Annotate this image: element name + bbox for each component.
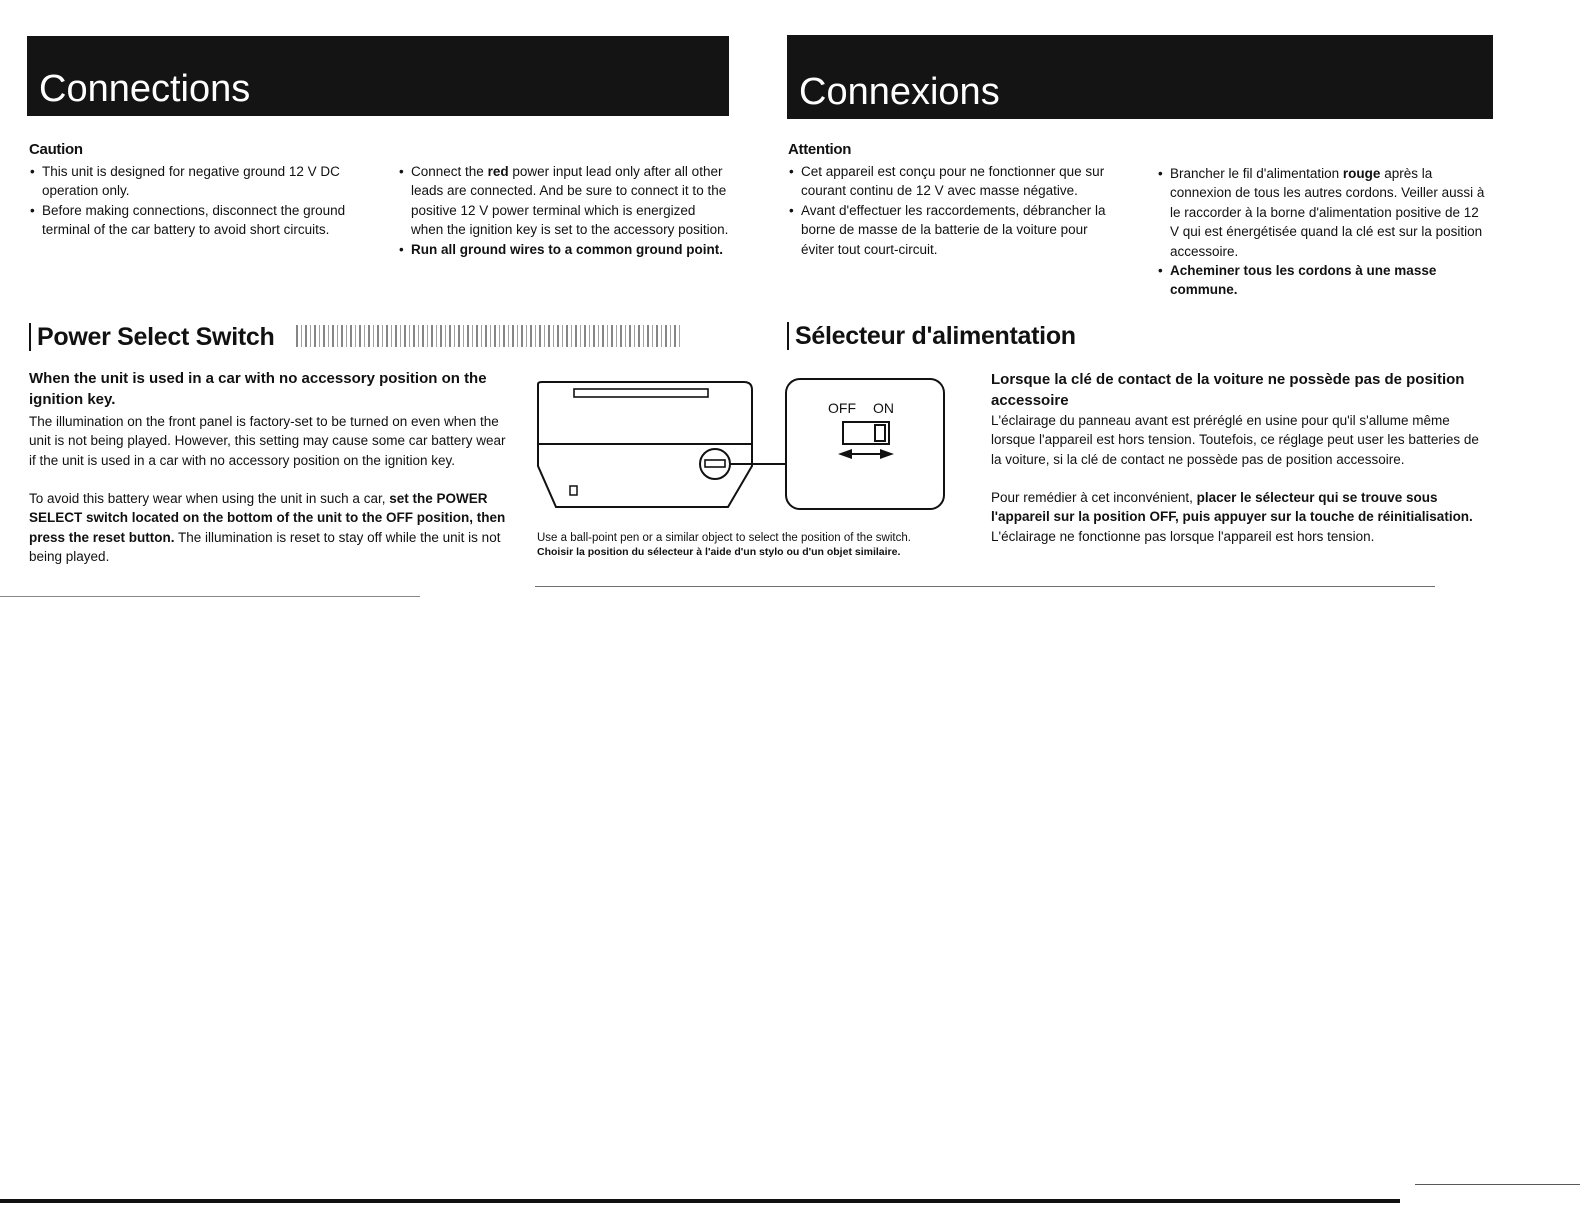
- caution-list-right: [398, 162, 730, 259]
- en-subheading: When the unit is used in a car with no accessory position on the ignition key.: [29, 370, 487, 408]
- page-rule: [535, 586, 1435, 587]
- attention-list-right: [1157, 164, 1487, 300]
- caution-heading: Caution: [29, 141, 83, 158]
- attention-item: • Avant d'effectuer les raccordements, débrancher la borne de masse de la batterie de la voiture pour éviter tout court-circuit.: [788, 201, 1116, 259]
- caution-list-left: [29, 162, 349, 240]
- fr-subheading: Lorsque la clé de contact de la voiture ne possède pas de position accessoire: [991, 371, 1465, 409]
- caution-item-red-lead: • Connect the red power input lead only after all other leads are connected. And be sure to connect it to the positive 12 V power terminal which is energized when the ignition key is set to the accessory position.: [398, 162, 730, 240]
- off-label: OFF: [828, 400, 856, 416]
- en-paragraph-2: To avoid this battery wear when using the unit in such a car, set the POWER SELECT switch located on the bottom of the unit to the OFF position, then press the reset button. The illumination is reset to stay off while the unit is not being played.: [29, 491, 506, 564]
- caution-item-ground: • Run all ground wires to a common ground point.: [398, 240, 730, 259]
- switch-knob: [875, 425, 885, 441]
- unit-diagram: [530, 372, 952, 520]
- on-label: ON: [873, 400, 894, 416]
- caution-item: • Before making connections, disconnect the ground terminal of the car battery to avoid short circuits.: [29, 201, 349, 240]
- connections-title: Connections: [39, 68, 251, 110]
- connexions-title: Connexions: [799, 71, 1000, 113]
- selecteur-title: Sélecteur d'alimentation: [787, 322, 1076, 350]
- attention-heading: Attention: [788, 141, 852, 158]
- bottom-rule: [0, 1199, 1400, 1203]
- scan-noise: [296, 325, 681, 347]
- car-unit-illustration: [538, 382, 786, 507]
- power-select-switch-title: Power Select Switch: [29, 323, 274, 351]
- connexions-banner: [787, 35, 1493, 119]
- fr-paragraph-2: Pour remédier à cet inconvénient, placer le sélecteur qui se trouve sous l'appareil sur la position OFF, puis appuyer sur la touche de réinitialisation. L'éclairage ne fonctionne pas lorsque l'appareil est hors tension.: [991, 490, 1473, 544]
- attention-list-left: [788, 162, 1116, 259]
- attention-item-ground: • Acheminer tous les cordons à une masse commune.: [1157, 261, 1487, 300]
- connections-banner: [27, 36, 729, 116]
- caption-fr: Choisir la position du sélecteur à l'aide d'un stylo ou d'un objet similaire.: [537, 546, 901, 558]
- bottom-rule: [1415, 1184, 1580, 1185]
- fr-paragraph-1: L'éclairage du panneau avant est préréglé en usine pour qu'il s'allume même lorsque l'appareil est hors tension. Toutefois, ce réglage peut user les batteries de la voiture, si la clé de contact ne possède pas de position accessoire.: [991, 413, 1479, 467]
- switch-zoom: [786, 379, 944, 509]
- caution-item: • This unit is designed for negative ground 12 V DC operation only.: [29, 162, 349, 201]
- attention-item: • Cet appareil est conçu pour ne fonctionner que sur courant continu de 12 V avec masse négative.: [788, 162, 1116, 201]
- caption-en: Use a ball-point pen or a similar object to select the position of the switch.: [537, 532, 911, 544]
- diagram-caption: [537, 531, 957, 559]
- en-paragraph-1: The illumination on the front panel is factory-set to be turned on even when the unit is not being played. However, this setting may cause some car battery wear if the unit is used in a car with no accessory position on the ignition key.: [29, 414, 506, 468]
- attention-item-red-lead: • Brancher le fil d'alimentation rouge après la connexion de tous les autres cordons. Veiller aussi à le raccorder à la borne d'alimentation positive de 12 V qui est énergétisée quand la clé est sur la position accessoire.: [1157, 164, 1487, 261]
- page-rule: [0, 596, 420, 597]
